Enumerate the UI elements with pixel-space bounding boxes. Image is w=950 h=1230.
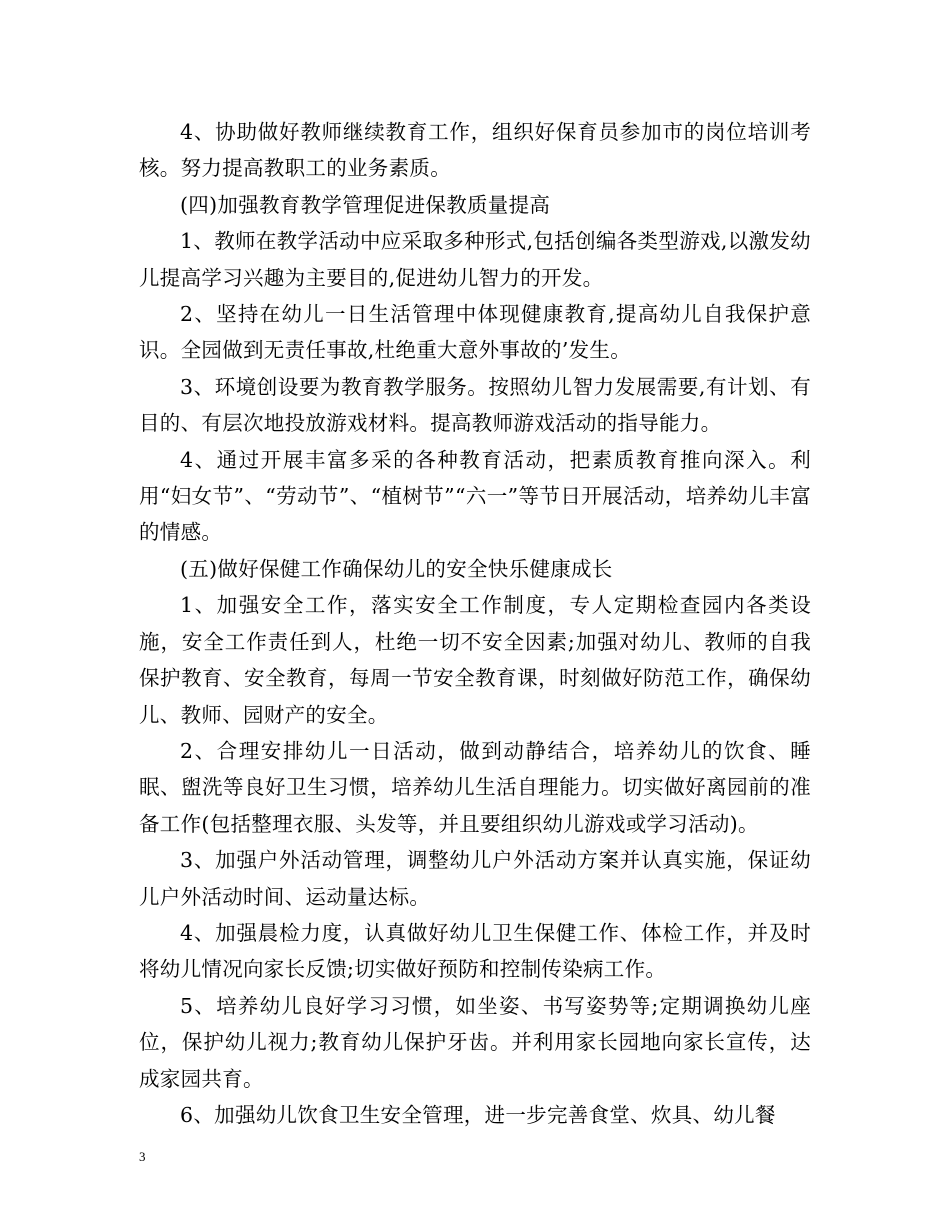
paragraph-food-safety: 6、加强幼儿饮食卫生安全管理，进一步完善食堂、炊具、幼儿餐	[180, 1102, 776, 1127]
paragraph-health-education: 2、坚持在幼儿一日生活管理中体现健康教育,提高幼儿自我保护意识。全园做到无责任事故,杜绝重大意外事故的’发生。	[139, 302, 811, 363]
paragraph-teacher-training: 4、协助做好教师继续教育工作，组织好保育员参加市的岗位培训考核。努力提高教职工的业务素质。	[139, 120, 811, 181]
paragraph-safety-work: 1、加强安全工作，落实安全工作制度，专人定期检查园内各类设施，安全工作责任到人，杜绝一切不安全因素;加强对幼儿、教师的自我保护教育、安全教育，每周一节安全教育课，时刻做好防范工作，确保幼儿、教师、园财产的安全。	[139, 593, 811, 727]
paragraph-environment: 3、环境创设要为教育教学服务。按照幼儿智力发展需要,有计划、有目的、有层次地投放游戏材料。提高教师游戏活动的指导能力。	[139, 374, 811, 436]
paragraph-festival-activities: 4、通过开展丰富多采的各种教育活动，把素质教育推向深入。利用“妇女节”、“劳动节”、“植树节”“六一”等节日开展活动，培养幼儿丰富的情感。	[139, 447, 811, 545]
paragraph-study-habits: 5、培养幼儿良好学习习惯，如坐姿、书写姿势等;定期调换幼儿座位，保护幼儿视力;教育幼儿保护牙齿。并利用家长园地向家长宣传，达成家园共育。	[139, 993, 811, 1091]
paragraph-outdoor-activities: 3、加强户外活动管理，调整幼儿户外活动方案并认真实施，保证幼儿户外活动时间、运动量达标。	[139, 848, 811, 909]
page-number: 3	[139, 1149, 146, 1164]
document-body	[139, 114, 811, 1133]
section-heading-5: (五)做好保健工作确保幼儿的安全快乐健康成长	[180, 556, 613, 581]
section-heading-4: (四)加强教育教学管理促进保教质量提高	[180, 192, 551, 217]
paragraph-daily-schedule: 2、合理安排幼儿一日活动，做到动静结合，培养幼儿的饮食、睡眠、盥洗等良好卫生习惯，培养幼儿生活自理能力。切实做好离园前的准备工作(包括整理衣服、头发等，并且要组织幼儿游戏或学习活动)。	[139, 738, 811, 836]
paragraph-teaching-forms: 1、教师在教学活动中应采取多种形式,包括创编各类型游戏,以激发幼儿提高学习兴趣为主要目的,促进幼儿智力的开发。	[139, 229, 811, 290]
paragraph-morning-check: 4、加强晨检力度，认真做好幼儿卫生保健工作、体检工作，并及时将幼儿情况向家长反馈;切实做好预防和控制传染病工作。	[139, 920, 811, 982]
